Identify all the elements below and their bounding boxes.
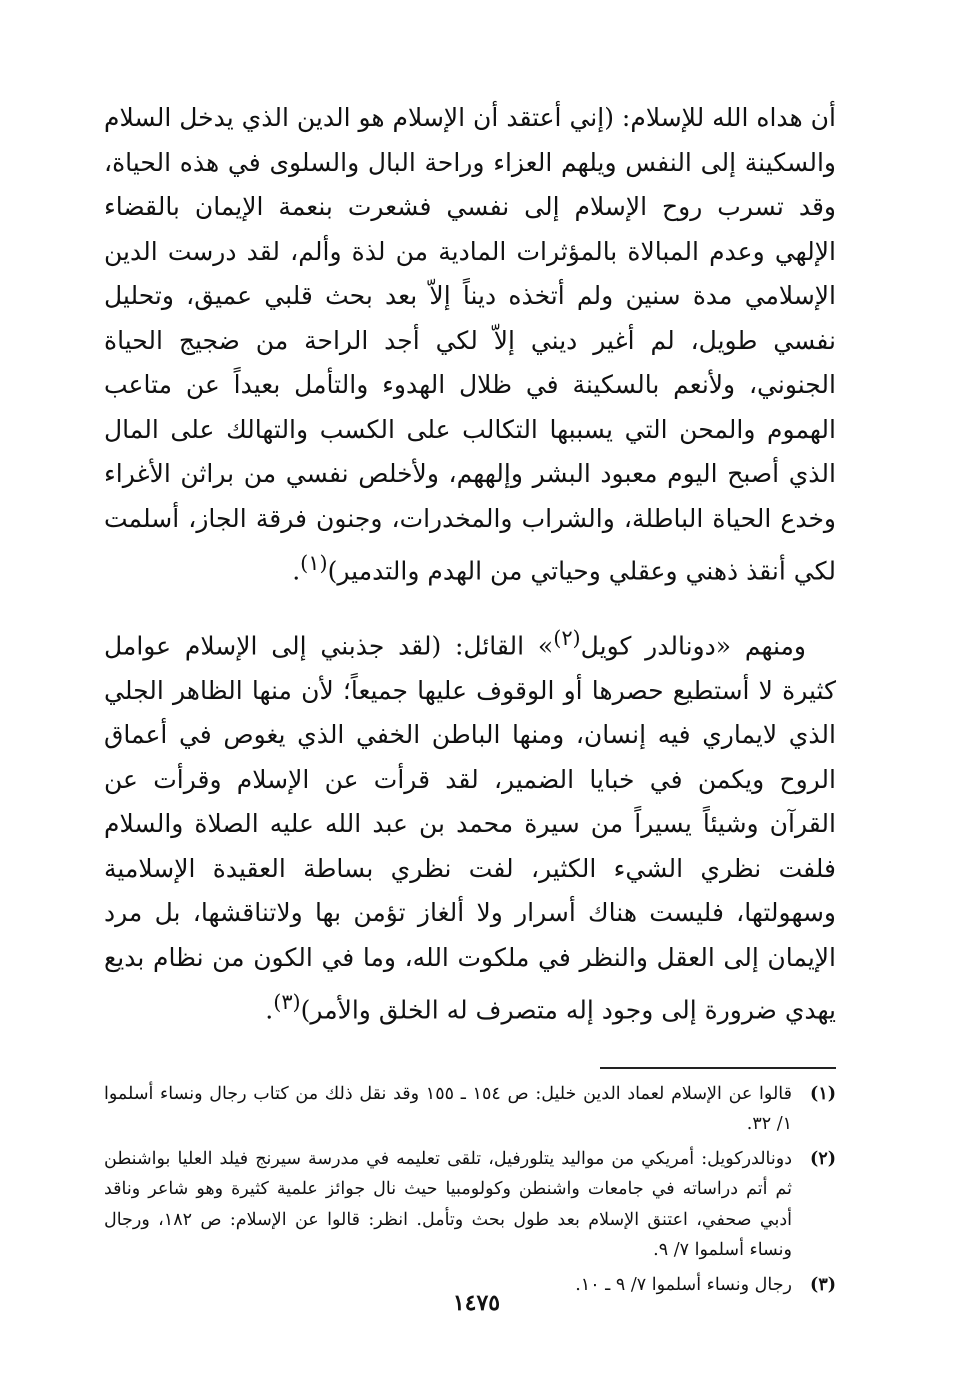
page-number: ١٤٧٥ <box>452 1290 501 1316</box>
paragraph-1-end: . <box>292 556 301 586</box>
body-paragraph-1 <box>104 96 836 594</box>
footnote-1-text: قالوا عن الإسلام لعماد الدين خليل: ص ١٥٤ ـ ١٥٥ وقد نقل ذلك من كتاب رجال ونساء أسلموا ١/ ٣٢. <box>104 1083 792 1135</box>
page-content <box>104 96 836 1304</box>
paragraph-2-text-a: ومنهم «دونالدر كويل <box>580 631 806 661</box>
footnote-3-text: رجال ونساء أسلموا ٧/ ٩ ـ ١٠. <box>575 1274 792 1295</box>
paragraph-2-text-b: » القائل: (لقد جذبني إلى الإسلام عوامل كثيرة لا أستطيع حصرها أو الوقوف عليها جميعاً؛ لأن منها الظاهر الجلي الذي لايماري فيه إنسان، ومنها الباطن الخفي الذي يغوص في أعماق الروح ويكمن في خبايا الضمير، لقد قرأت عن الإسلام وقرأت عن القرآن وشيئاً يسيراً من سيرة محمد بن عبد الله عليه الصلاة والسلام فلفت نظري الشيء الكثير، لفت نظري بساطة العقيدة الإسلامية وسهولتها، فليست هناك أسرار ولا ألغاز تؤمن بها ولاتناقشها، بل مرد الإيمان إلى العقل والنظر في ملكوت الله، وما في الكون من نظام بديع يهدي ضرورة إلى وجود إله متصرف له الخلق والأمر) <box>104 631 837 1025</box>
footnote-ref-1: (١) <box>300 551 328 575</box>
paragraph-1-text: أن هداه الله للإسلام: (إني أعتقد أن الإسلام هو الدين الذي يدخل السلام والسكينة إلى النفس ويلهم العزاء وراحة البال والسلوى في هذه الحياة، وقد تسرب روح الإسلام إلى نفسي فشعرت بنعمة الإيمان بالقضاء الإلهي وعدم المبالاة بالمؤثرات المادية من لذة وألم، لقد درست الدين الإسلامي مدة سنين ولم أتخذه ديناً إلاّ بعد بحث قلبي عميق، وتحليل نفسي طويل، لم أغير ديني إلاّ لكي أجد الراحة من ضجيج الحياة الجنوني، ولأنعم بالسكينة في ظلال الهدوء والتأمل بعيداً عن متاعب الهموم والمحن التي يسببها التكالب على الكسب والتهالك على المال الذي أصبح اليوم معبود البشر وإلههم، ولأخلص نفسي من براثن الأغراء وخدع الحياة الباطلة، والشراب والمخدرات، وجنون فرقة الجاز، أسلمت لكي أنقذ ذهني وعقلي وحياتي من الهدم والتدمير) <box>104 103 836 586</box>
footnote-1 <box>104 1079 836 1140</box>
footnote-2 <box>104 1144 836 1266</box>
body-paragraph-2 <box>104 616 836 1033</box>
footnote-1-number: (١) <box>810 1083 836 1104</box>
footnote-2-number: (٢) <box>810 1148 836 1169</box>
footnote-separator <box>600 1067 836 1069</box>
footnote-3-number: (٣) <box>810 1274 836 1295</box>
footnote-ref-2: (٢) <box>553 625 581 650</box>
footnote-ref-3: (٣) <box>273 990 301 1015</box>
paragraph-2-end: . <box>265 995 274 1025</box>
footnotes <box>104 1079 836 1301</box>
footnote-2-text: دونالدركويل: أمريكي من مواليد يتلورفيل، تلقى تعليمه في مدرسة سيرنج فيلد العليا بواشنطن ثم أتم دراساته في جامعات واشنطن وكولومبيا حيث نال جوائز علمية كثيرة وهو شاعر وناقد أدبي صحفي، اعتنق الإسلام بعد طول بحث وتأمل. انظر: قالوا عن الإسلام: ص ١٨٢، ورجال ونساء أسلموا ٧/ ٩. <box>104 1148 792 1261</box>
